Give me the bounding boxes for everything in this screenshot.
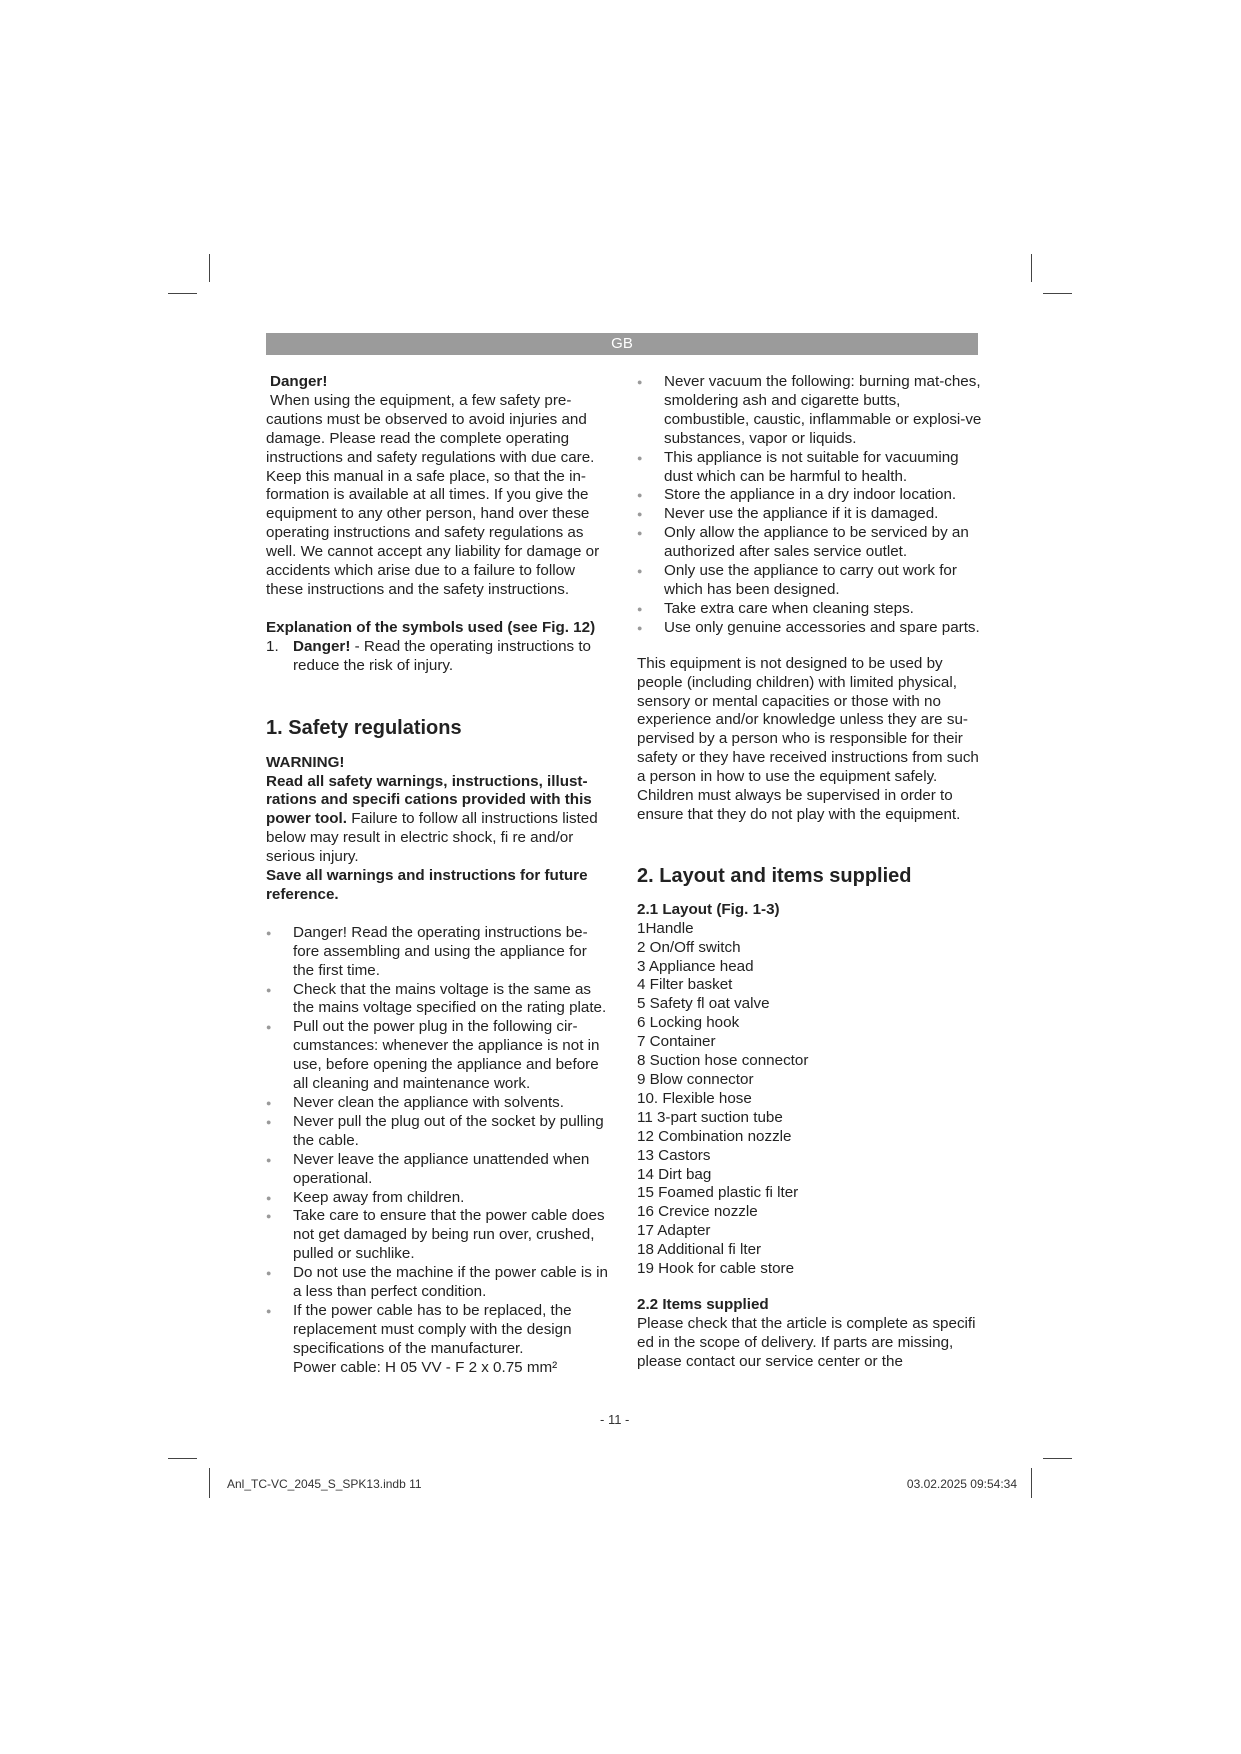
list-item: ● Check that the mains voltage is the same as the mains voltage specified on the rating plate.: [266, 981, 612, 1019]
part-item: 15 Foamed plastic fi lter: [637, 1184, 799, 1202]
part-item: 12 Combination nozzle: [637, 1127, 792, 1145]
part-item: 10. Flexible hose: [637, 1089, 752, 1107]
crop-mark: [1031, 254, 1032, 282]
footer-timestamp: 03.02.2025 09:54:34: [906, 1477, 1017, 1491]
list-item: ● Pull out the power plug in the following cir-cumstances: whenever the appliance is not in use, before opening the appliance and before all cleaning and maintenance work.: [266, 1018, 612, 1094]
layout-subheading: 2.1 Layout (Fig. 1-3): [637, 900, 780, 918]
list-item: ● If the power cable has to be replaced, the replacement must comply with the design specifications of the manufacturer.: [266, 1302, 612, 1359]
list-item: ● Only use the appliance to carry out work for which has been designed.: [637, 562, 983, 600]
list-item: ● Take extra care when cleaning steps.: [637, 600, 983, 619]
crop-mark: [209, 1468, 210, 1498]
page-number: - 11 -: [600, 1412, 630, 1427]
part-item: 11 3-part suction tube: [637, 1108, 783, 1126]
danger-title: Danger!: [270, 373, 328, 390]
part-item: 2 On/Off switch: [637, 938, 741, 956]
part-item: 13 Castors: [637, 1146, 711, 1164]
parts-list: [637, 920, 983, 1279]
crop-mark: [209, 254, 210, 282]
list-item: ● Take care to ensure that the power cable does not get damaged by being run over, crushed, pulled or suchlike.: [266, 1207, 612, 1264]
vacuum-bullet-list: [637, 373, 983, 638]
part-item: 16 Crevice nozzle: [637, 1203, 758, 1221]
crop-mark: [1043, 1458, 1072, 1459]
list-item: ● Never pull the plug out of the socket by pulling the cable.: [266, 1113, 612, 1151]
list-item: ● Only allow the appliance to be serviced by an authorized after sales service outlet.: [637, 524, 983, 562]
list-item: ● Never leave the appliance unattended when operational.: [266, 1151, 612, 1189]
symbols-list: [266, 638, 612, 676]
part-item: 18 Additional fi lter: [637, 1241, 762, 1259]
danger-paragraph: When using the equipment, a few safety pre-cautions must be observed to avoid injuries and damage. Please read the complete operating instructions and safety regulations with due care. Keep this manual in a safe place, so that the in-formation is available at all times. If you give the equipment to any other person, hand over these operating instructions and safety regulations as well. We cannot accept any liability for damage or accidents which arise due to a failure to follow these instructions and the safety instructions.: [266, 391, 600, 598]
safety-bullet-list: [266, 924, 612, 1359]
part-item: 1Handle: [637, 919, 694, 937]
list-item: ● Do not use the machine if the power cable is in a less than perfect condition.: [266, 1264, 612, 1302]
part-item: 17 Adapter: [637, 1222, 711, 1240]
children-paragraph: This equipment is not designed to be used by people (including children) with limited physical, sensory or mental capacities or those with no experience and/or knowledge unless they are su-pervised by a person who is responsible for their safety or they have received instructions from such a person in how to use the equipment safely. Children must always be supervised in order to ensure that they do not play with the equipment.: [637, 654, 979, 823]
list-item: ● Danger! Read the operating instructions be-fore assembling and using the appliance for the first time.: [266, 924, 612, 981]
layout-heading: 2. Layout and items supplied: [637, 864, 912, 887]
list-item: ● Use only genuine accessories and spare parts.: [637, 619, 983, 638]
save-instructions: Save all warnings and instructions for future reference.: [266, 867, 588, 903]
language-header-bar: [266, 333, 978, 355]
part-item: 19 Hook for cable store: [637, 1260, 795, 1278]
part-item: 9 Blow connector: [637, 1071, 754, 1088]
part-item: 6 Locking hook: [637, 1014, 740, 1032]
part-item: 5 Safety fl oat valve: [637, 995, 770, 1013]
left-column: [266, 373, 612, 1378]
crop-mark: [168, 293, 197, 294]
crop-mark: [168, 1458, 197, 1459]
list-item: ● This appliance is not suitable for vacuuming dust which can be harmful to health.: [637, 449, 983, 487]
part-item: 8 Suction hose connector: [637, 1052, 809, 1070]
power-cable-spec: Power cable: H 05 VV - F 2 x 0.75 mm²: [293, 1358, 558, 1376]
language-label: GB: [611, 335, 633, 352]
part-item: 14 Dirt bag: [637, 1165, 712, 1183]
warning-paragraph: Read all safety warnings, instructions, illust-rations and specifi cations provided with this power tool. Failure to follow all instructions listed below may result in electric shock, fi re and/or serious injury.: [266, 772, 598, 866]
list-item: ● Never vacuum the following: burning mat-ches, smoldering ash and cigarette butts, combustible, caustic, inflammable or explosi-ve substances, vapor or liquids.: [637, 373, 983, 449]
items-subheading: 2.2 Items supplied: [637, 1295, 769, 1313]
crop-mark: [1043, 293, 1072, 294]
part-item: 3 Appliance head: [637, 957, 754, 975]
list-item: ● Keep away from children.: [266, 1189, 612, 1208]
symbols-heading: Explanation of the symbols used (see Fig. 12): [266, 618, 596, 636]
list-item: ● Never clean the appliance with solvents.: [266, 1094, 612, 1113]
list-item: ● Never use the appliance if it is damaged.: [637, 505, 983, 524]
list-item: 1. Danger! - Read the operating instructions to reduce the risk of injury.: [266, 637, 591, 674]
part-item: 4 Filter basket: [637, 976, 733, 994]
items-paragraph: Please check that the article is complete as specifi ed in the scope of delivery. If parts are missing, please contact our service center or the: [637, 1314, 976, 1370]
list-item: ● Store the appliance in a dry indoor location.: [637, 486, 983, 505]
right-column: [637, 373, 983, 1372]
footer-filename: Anl_TC-VC_2045_S_SPK13.indb 11: [227, 1477, 422, 1491]
part-item: 7 Container: [637, 1033, 716, 1051]
safety-heading: 1. Safety regulations: [266, 716, 462, 739]
crop-mark: [1031, 1468, 1032, 1498]
warning-label: WARNING!: [266, 753, 345, 771]
